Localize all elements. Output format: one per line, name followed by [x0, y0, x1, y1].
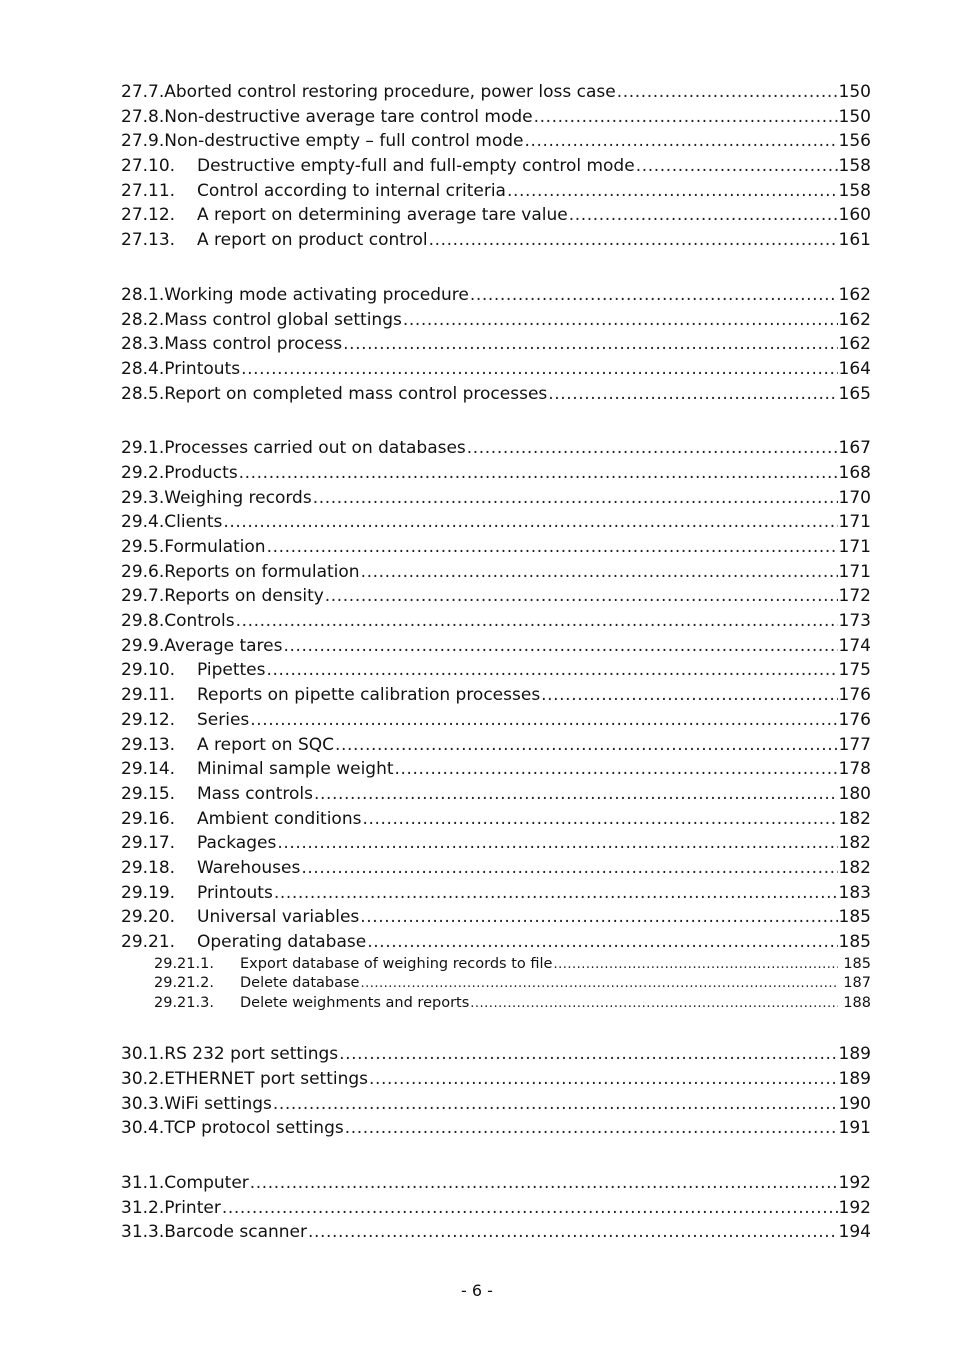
dot-leader: [267, 658, 838, 683]
toc-entry[interactable]: [121, 1092, 871, 1117]
toc-entry-number: 27.11.: [121, 180, 176, 201]
toc-entry-title: Series: [197, 709, 250, 730]
dot-leader: [250, 1171, 838, 1196]
dot-leader: [507, 179, 838, 204]
toc-entry-page: 165: [838, 383, 871, 404]
toc-entry-page: 150: [838, 106, 871, 127]
toc-entry[interactable]: [121, 461, 871, 486]
dot-leader: [345, 1116, 838, 1141]
toc-entry-page: 187: [843, 975, 871, 992]
toc-entry-page: 176: [838, 709, 871, 730]
toc-entry-page: 175: [838, 660, 871, 681]
toc-entry-page: 173: [838, 611, 871, 632]
toc-entry[interactable]: [121, 856, 871, 881]
dot-leader: [239, 461, 838, 486]
toc-entry-page: 185: [843, 955, 871, 972]
toc-entry-number: 29.21.: [121, 932, 176, 952]
toc-entry-number: 29.1.: [121, 438, 165, 459]
toc-entry-number: 27.9.: [121, 131, 165, 152]
toc-entry[interactable]: [121, 831, 871, 856]
dot-leader: [636, 154, 838, 179]
toc-entry-number: 29.14.: [121, 759, 176, 780]
toc-entry-number: 31.1.: [121, 1172, 165, 1193]
toc-entry-page: 150: [838, 82, 871, 102]
toc-entry-title: Mass control global settings: [164, 309, 402, 330]
toc-entry-title: Formulation: [164, 537, 266, 557]
toc-entry[interactable]: [121, 658, 871, 683]
dot-leader: [541, 683, 837, 708]
toc-entry-page: 172: [838, 586, 871, 607]
toc-entry[interactable]: [121, 1067, 871, 1092]
toc-entry-number: 28.5.: [121, 383, 165, 404]
dot-leader: [534, 105, 838, 130]
toc-subentry[interactable]: [154, 955, 871, 975]
toc-entry-page: 180: [838, 783, 871, 804]
toc-entry-title: Control according to internal criteria: [197, 180, 506, 201]
toc-entry-number: 29.21.1.: [154, 955, 214, 972]
toc-section: [121, 1042, 871, 1141]
toc-entry-title: Mass controls: [197, 783, 313, 804]
toc-entry-title: WiFi settings: [164, 1093, 272, 1114]
toc-entry-number: 29.19.: [121, 882, 176, 903]
dot-leader: [369, 1067, 838, 1092]
dot-leader: [236, 609, 838, 634]
page-number: - 6 -: [461, 1281, 493, 1300]
toc-entry-page: 190: [838, 1093, 871, 1114]
toc-entry[interactable]: [121, 708, 871, 733]
toc-entry[interactable]: [121, 807, 871, 832]
toc-entry-number: 29.13.: [121, 734, 176, 755]
toc-entry-page: 162: [838, 334, 871, 355]
toc-entry-number: 31.2.: [121, 1197, 165, 1218]
toc-entry-title: Packages: [197, 833, 277, 854]
toc-entry-page: 177: [838, 734, 871, 755]
toc-entry-number: 29.11.: [121, 685, 176, 706]
toc-section: [121, 1171, 871, 1245]
toc-entry-page: 158: [838, 156, 871, 177]
toc-entry-number: 27.8.: [121, 106, 165, 127]
toc-entry-title: Pipettes: [197, 660, 266, 681]
toc-entry-number: 29.6.: [121, 561, 165, 582]
toc-entry-number: 29.7.: [121, 586, 165, 607]
toc-entry-title: RS 232 port settings: [164, 1044, 339, 1065]
dot-leader: [223, 510, 837, 535]
toc-entry[interactable]: [121, 228, 871, 253]
table-of-contents: [121, 80, 871, 1245]
toc-entry-number: 30.4.: [121, 1118, 165, 1139]
toc-entry-title: Controls: [164, 611, 235, 632]
toc-entry-number: 27.12.: [121, 205, 176, 226]
toc-entry-page: 194: [838, 1222, 871, 1243]
toc-entry-title: Computer: [164, 1172, 249, 1193]
toc-entry[interactable]: [121, 683, 871, 708]
toc-entry-number: 29.9.: [121, 635, 165, 656]
toc-section: [121, 80, 871, 253]
toc-section: [121, 283, 871, 406]
toc-entry-title: Printer: [164, 1197, 221, 1218]
toc-entry[interactable]: [121, 510, 871, 535]
toc-entry-title: Reports on density: [164, 586, 324, 607]
toc-entry-number: 29.2.: [121, 462, 165, 483]
toc-entry-number: 29.3.: [121, 487, 165, 508]
dot-leader: [313, 486, 838, 511]
toc-entry-number: 29.12.: [121, 709, 176, 730]
dot-leader: [470, 283, 838, 308]
dot-leader: [301, 856, 837, 881]
toc-entry-page: 182: [838, 833, 871, 854]
toc-entry-page: 162: [838, 284, 871, 305]
toc-entry-title: Non-destructive empty – full control mode: [164, 131, 524, 152]
toc-entry-title: Processes carried out on databases: [164, 438, 466, 459]
toc-entry-number: 29.16.: [121, 808, 176, 829]
toc-entry-title: TCP protocol settings: [164, 1118, 344, 1139]
toc-subentry[interactable]: [154, 994, 871, 1014]
toc-entry-number: 30.1.: [121, 1044, 165, 1065]
toc-entry-title: Operating database: [197, 932, 367, 952]
toc-entry-page: 161: [838, 230, 871, 251]
toc-entry-title: A report on product control: [197, 230, 428, 251]
dot-leader: [395, 757, 838, 782]
toc-entry-number: 27.13.: [121, 230, 176, 251]
dot-leader: [569, 203, 838, 228]
toc-entry[interactable]: [121, 1196, 871, 1221]
toc-entry[interactable]: [121, 881, 871, 906]
dot-leader: [325, 584, 838, 609]
toc-entry-title: Delete database: [240, 975, 360, 992]
toc-entry[interactable]: [121, 203, 871, 228]
toc-entry[interactable]: [121, 382, 871, 407]
toc-entry-page: 162: [838, 309, 871, 330]
toc-entry[interactable]: [121, 535, 871, 560]
toc-entry[interactable]: [121, 179, 871, 204]
toc-entry-number: 27.7.: [121, 82, 165, 102]
toc-entry-title: Destructive empty-full and full-empty control mode: [197, 156, 635, 177]
toc-entry[interactable]: [121, 308, 871, 333]
toc-section: [121, 436, 871, 1013]
toc-entry-page: 185: [838, 907, 871, 928]
toc-entry-page: 185: [838, 932, 871, 952]
toc-entry-title: Delete weighments and reports: [240, 994, 470, 1011]
toc-entry-number: 30.3.: [121, 1093, 165, 1114]
toc-entry-page: 192: [838, 1197, 871, 1218]
toc-entry-number: 28.3.: [121, 334, 165, 355]
dot-leader: [548, 382, 837, 407]
toc-entry-title: Working mode activating procedure: [164, 284, 469, 305]
dot-leader: [267, 535, 838, 560]
toc-subentry[interactable]: [154, 974, 871, 994]
toc-entry[interactable]: [121, 80, 871, 105]
toc-entry[interactable]: [121, 154, 871, 179]
dot-leader: [339, 1042, 837, 1067]
toc-entry-number: 29.17.: [121, 833, 176, 854]
toc-entry-number: 29.21.3.: [154, 994, 214, 1011]
dot-leader: [241, 357, 837, 382]
toc-entry-title: Mass control process: [164, 334, 343, 355]
toc-entry[interactable]: [121, 930, 871, 955]
toc-entry-number: 29.10.: [121, 660, 176, 681]
dot-leader: [360, 974, 838, 994]
toc-entry[interactable]: [121, 1116, 871, 1141]
toc-entry[interactable]: [121, 1220, 871, 1245]
toc-entry-page: 168: [838, 462, 871, 483]
toc-entry[interactable]: [121, 634, 871, 659]
toc-entry-page: 167: [838, 438, 871, 459]
dot-leader: [367, 930, 837, 955]
toc-entry-title: Minimal sample weight: [197, 759, 394, 780]
toc-entry-page: 189: [838, 1044, 871, 1065]
toc-entry[interactable]: [121, 283, 871, 308]
toc-entry-page: 191: [838, 1118, 871, 1139]
toc-entry-number: 29.8.: [121, 611, 165, 632]
toc-entry-page: 183: [838, 882, 871, 903]
dot-leader: [617, 80, 838, 105]
toc-entry-number: 30.2.: [121, 1068, 165, 1089]
toc-entry-number: 29.5.: [121, 537, 165, 557]
toc-entry-title: Products: [164, 462, 238, 483]
toc-entry-number: 29.20.: [121, 907, 176, 928]
toc-entry-title: A report on SQC: [197, 734, 334, 755]
toc-entry-number: 28.2.: [121, 309, 165, 330]
toc-entry-title: Barcode scanner: [164, 1222, 307, 1243]
dot-leader: [314, 782, 838, 807]
toc-entry[interactable]: [121, 1042, 871, 1067]
toc-entry[interactable]: [121, 905, 871, 930]
toc-entry[interactable]: [121, 782, 871, 807]
toc-entry-title: ETHERNET port settings: [164, 1068, 369, 1089]
toc-entry[interactable]: [121, 757, 871, 782]
toc-entry-page: 170: [838, 487, 871, 508]
toc-entry-number: 29.21.2.: [154, 975, 214, 992]
toc-entry[interactable]: [121, 1171, 871, 1196]
dot-leader: [362, 807, 837, 832]
toc-entry-page: 171: [838, 561, 871, 582]
toc-entry[interactable]: [121, 560, 871, 585]
dot-leader: [222, 1196, 838, 1221]
toc-entry-title: Aborted control restoring procedure, power loss case: [164, 82, 616, 102]
toc-entry-title: A report on determining average tare value: [197, 205, 568, 226]
dot-leader: [361, 560, 838, 585]
toc-entry[interactable]: [121, 357, 871, 382]
toc-entry-title: Clients: [164, 512, 223, 533]
toc-entry-title: Ambient conditions: [197, 808, 362, 829]
toc-entry-title: Reports on pipette calibration processes: [197, 685, 541, 706]
toc-entry-title: Printouts: [197, 882, 273, 903]
toc-entry-page: 158: [838, 180, 871, 201]
toc-entry-page: 160: [838, 205, 871, 226]
toc-entry-title: Printouts: [164, 358, 241, 379]
toc-entry-number: 29.4.: [121, 512, 165, 533]
toc-entry-number: 29.18.: [121, 857, 176, 878]
toc-entry-number: 28.1.: [121, 284, 165, 305]
toc-entry[interactable]: [121, 332, 871, 357]
toc-entry-title: Report on completed mass control processes: [164, 383, 548, 404]
toc-entry[interactable]: [121, 129, 871, 154]
dot-leader: [360, 905, 837, 930]
toc-entry-number: 28.4.: [121, 358, 165, 379]
toc-entry-page: 171: [838, 512, 871, 533]
toc-entry[interactable]: [121, 733, 871, 758]
toc-entry[interactable]: [121, 609, 871, 634]
toc-entry-page: 182: [838, 857, 871, 878]
toc-entry-page: 171: [838, 537, 871, 557]
toc-entry-page: 189: [838, 1068, 871, 1089]
dot-leader: [467, 436, 838, 461]
dot-leader: [343, 332, 837, 357]
toc-entry-title: Universal variables: [197, 907, 360, 928]
toc-entry-page: 156: [838, 131, 871, 152]
toc-entry-page: 182: [838, 808, 871, 829]
dot-leader: [250, 708, 837, 733]
toc-entry-title: Warehouses: [197, 857, 301, 878]
dot-leader: [308, 1220, 838, 1245]
toc-entry-page: 176: [838, 685, 871, 706]
dot-leader: [429, 228, 838, 253]
toc-entry[interactable]: [121, 486, 871, 511]
dot-leader: [524, 129, 837, 154]
dot-leader: [277, 831, 837, 856]
toc-entry-title: Reports on formulation: [164, 561, 360, 582]
dot-leader: [403, 308, 838, 333]
toc-entry-title: Non-destructive average tare control mode: [164, 106, 533, 127]
toc-entry[interactable]: [121, 584, 871, 609]
toc-entry-title: Average tares: [164, 635, 283, 656]
toc-entry-number: 31.3.: [121, 1222, 165, 1243]
toc-entry-page: 178: [838, 759, 871, 780]
toc-entry[interactable]: [121, 105, 871, 130]
toc-entry-page: 164: [838, 358, 871, 379]
toc-entry-title: Weighing records: [164, 487, 312, 508]
dot-leader: [284, 634, 838, 659]
toc-entry-page: 192: [838, 1172, 871, 1193]
toc-entry-number: 29.15.: [121, 783, 176, 804]
toc-entry[interactable]: [121, 436, 871, 461]
toc-entry-title: Export database of weighing records to file: [240, 955, 553, 972]
toc-entry-number: 27.10.: [121, 156, 176, 177]
dot-leader: [274, 881, 838, 906]
dot-leader: [553, 955, 838, 975]
toc-entry-page: 188: [843, 994, 871, 1011]
dot-leader: [470, 994, 838, 1014]
dot-leader: [335, 733, 838, 758]
toc-entry-page: 174: [838, 635, 871, 656]
dot-leader: [273, 1092, 838, 1117]
